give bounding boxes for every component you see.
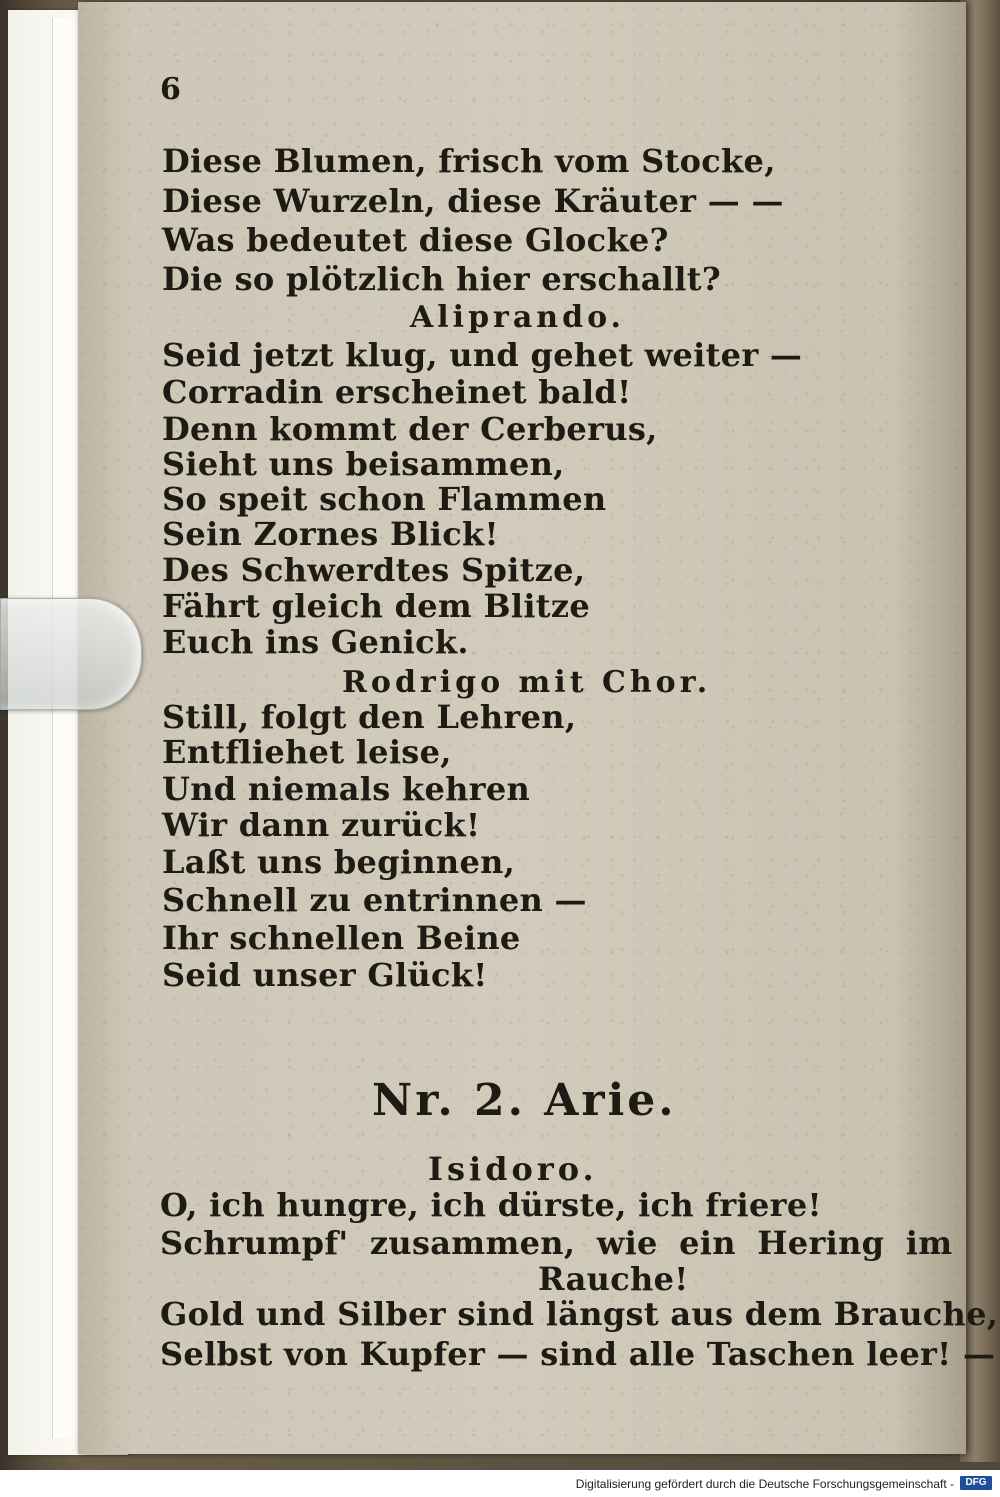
- footer-bar: [0, 1470, 1000, 1497]
- verse-line: Die so plötzlich hier erschallt?: [162, 260, 721, 298]
- verse-line: Schrumpf' zusammen, wie ein Hering im: [160, 1224, 953, 1262]
- verse-line: Sein Zornes Blick!: [162, 515, 499, 553]
- verse-line: Was bedeutet diese Glocke?: [162, 221, 669, 259]
- verse-line: Seid jetzt klug, und gehet weiter —: [162, 336, 803, 374]
- verse-line: Laßt uns beginnen,: [162, 843, 516, 881]
- book-edge: [960, 0, 1000, 1462]
- verse-line: Selbst von Kupfer — sind alle Taschen leer! —: [160, 1335, 996, 1373]
- verse-line: Fährt gleich dem Blitze: [162, 587, 590, 625]
- verse-line: Entfliehet leise,: [162, 733, 452, 771]
- speaker-name: Isidoro.: [428, 1150, 598, 1188]
- verse-line: Diese Blumen, frisch vom Stocke,: [162, 142, 776, 180]
- verse-line: Diese Wurzeln, diese Kräuter — —: [162, 182, 784, 220]
- verse-line: Ihr schnellen Beine: [162, 919, 521, 957]
- verse-line: Euch ins Genick.: [162, 623, 469, 661]
- verse-line: Des Schwerdtes Spitze,: [162, 551, 586, 589]
- speaker-name: Aliprando.: [410, 300, 626, 335]
- verse-line: Still, folgt den Lehren,: [162, 698, 577, 736]
- verse-line: So speit schon Flammen: [162, 480, 607, 518]
- funding-credit: Digitalisierung gefördert durch die Deutsche Forschungsgemeinschaft -: [575, 1477, 954, 1491]
- page-clip: [0, 598, 142, 710]
- verse-line: O, ich hungre, ich dürste, ich friere!: [160, 1186, 822, 1224]
- verse-line: Corradin erscheinet bald!: [162, 373, 632, 411]
- section-heading: Nr. 2. Arie.: [372, 1075, 677, 1126]
- verse-line: Rauche!: [538, 1260, 689, 1298]
- dfg-logo-icon: DFG: [960, 1476, 992, 1490]
- speaker-name: Rodrigo mit Chor.: [342, 665, 712, 700]
- verse-line: Wir dann zurück!: [162, 806, 481, 844]
- verse-line: Denn kommt der Cerberus,: [162, 410, 658, 448]
- verse-line: Gold und Silber sind längst aus dem Brauche,: [160, 1295, 999, 1333]
- verse-line: Und niemals kehren: [162, 770, 531, 808]
- verse-line: Seid unser Glück!: [162, 956, 488, 994]
- verse-line: Schnell zu entrinnen —: [162, 881, 587, 919]
- page-number: 6: [160, 72, 181, 107]
- verse-line: Sieht uns beisammen,: [162, 445, 565, 483]
